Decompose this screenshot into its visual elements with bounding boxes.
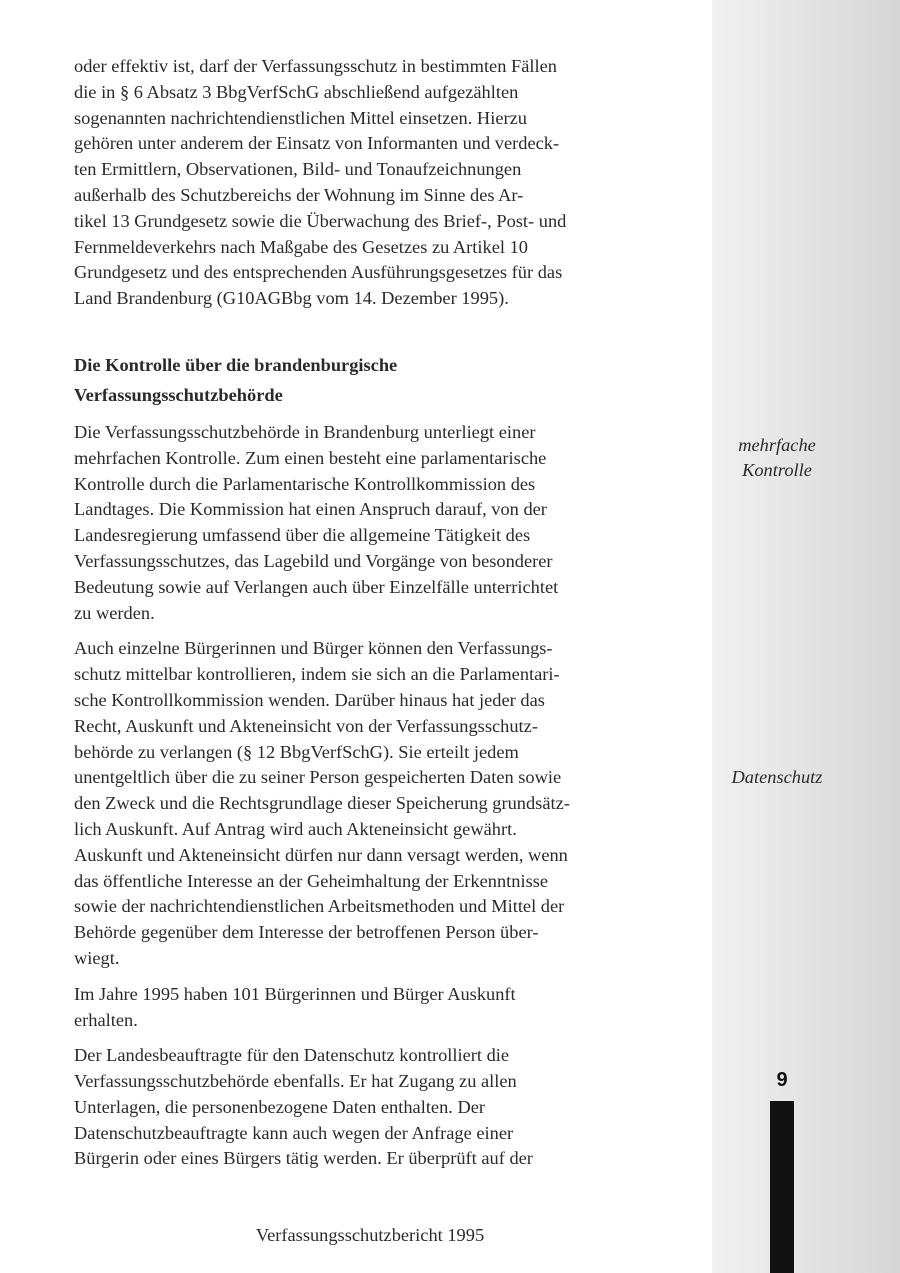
text-line: Landtages. Die Kommission hat einen Anspruch darauf, von der (74, 499, 547, 520)
text-line: Landesregierung umfassend über die allgemeine Tätigkeit des (74, 525, 531, 546)
text-line: Der Landesbeauftragte für den Datenschutz kontrolliert die (74, 1045, 510, 1066)
text-line: Kontrolle durch die Parlamentarische Kontrollkommission des (74, 473, 536, 494)
text-line: behörde zu verlangen (§ 12 BbgVerfSchG). Sie erteilt jedem (74, 741, 519, 762)
text-line: Behörde gegenüber dem Interesse der betroffenen Person über- (74, 922, 539, 943)
text-line: Auskunft und Akteneinsicht dürfen nur dann versagt werden, wenn (74, 844, 568, 865)
text-line: Bedeutung sowie auf Verlangen auch über Einzelfälle unterrichtet (74, 576, 559, 597)
paragraph-auskunft-1995 (74, 982, 674, 1034)
text-line: oder effektiv ist, darf der Verfassungsschutz in bestimmten Fällen (74, 56, 557, 76)
text-line: Fernmeldeverkehrs nach Maßgabe des Gesetzes zu Artikel 10 (74, 236, 528, 257)
text-line: Die Verfassungsschutzbehörde in Brandenburg unterliegt einer (74, 421, 536, 442)
margin-note-line: Kontrolle (742, 460, 812, 480)
text-line: schutz mittelbar kontrollieren, indem sie sich an die Parlamentari- (74, 664, 560, 685)
margin-note-datenschutz (712, 765, 842, 790)
text-line: gehören unter anderem der Einsatz von Informanten und verdeck- (74, 133, 560, 154)
margin-note-kontrolle (712, 433, 842, 483)
text-line: tikel 13 Grundgesetz sowie die Überwachung des Brief-, Post- und (74, 210, 567, 231)
paragraph-buerger (74, 636, 674, 971)
text-line: außerhalb des Schutzbereichs der Wohnung im Sinne des Ar- (74, 184, 524, 205)
text-line: erhalten. (74, 1009, 138, 1030)
text-line: sogenannten nachrichtendienstlichen Mittel einsetzen. Hierzu (74, 107, 527, 128)
text-line: das öffentliche Interesse an der Geheimhaltung der Erkenntnisse (74, 870, 549, 891)
text-line: Auch einzelne Bürgerinnen und Bürger können den Verfassungs- (74, 638, 553, 659)
text-line: den Zweck und die Rechtsgrundlage dieser Speicherung grundsätz- (74, 793, 570, 814)
text-line: die in § 6 Absatz 3 BbgVerfSchG abschließend aufgezählten (74, 81, 519, 102)
section-heading (74, 350, 674, 410)
heading-line: Die Kontrolle über die brandenburgische (74, 354, 398, 375)
text-line: Verfassungsschutzbehörde ebenfalls. Er hat Zugang zu allen (74, 1071, 517, 1092)
text-line: unentgeltlich über die zu seiner Person gespeicherten Daten sowie (74, 767, 562, 788)
page-thumb-index-bar (770, 1101, 794, 1273)
page-number: 9 (776, 1069, 788, 1091)
margin-note-line: mehrfache (738, 435, 816, 455)
text-line: Verfassungsschutzes, das Lagebild und Vorgänge von besonderer (74, 550, 553, 571)
page-footer: Verfassungsschutzbericht 1995 (255, 1225, 485, 1245)
page-margin-band (712, 0, 900, 1273)
text-line: wiegt. (74, 947, 120, 968)
margin-note-line: Datenschutz (731, 767, 823, 787)
paragraph-datenschutz (74, 1043, 674, 1172)
paragraph-kontrolle (74, 420, 674, 626)
text-line: Datenschutzbeauftragte kann auch wegen der Anfrage einer (74, 1122, 514, 1143)
text-line: zu werden. (74, 602, 155, 623)
text-line: Im Jahre 1995 haben 101 Bürgerinnen und Bürger Auskunft (74, 983, 516, 1004)
text-line: Unterlagen, die personenbezogene Daten enthalten. Der (74, 1096, 486, 1117)
text-line: mehrfachen Kontrolle. Zum einen besteht eine parlamentarische (74, 447, 547, 468)
heading-line: Verfassungsschutzbehörde (74, 384, 283, 405)
text-line: sowie der nachrichtendienstlichen Arbeitsmethoden und Mittel der (74, 896, 565, 917)
text-line: ten Ermittlern, Observationen, Bild- und Tonaufzeichnungen (74, 159, 522, 180)
text-line: Recht, Auskunft und Akteneinsicht von der Verfassungsschutz- (74, 715, 538, 736)
text-line: lich Auskunft. Auf Antrag wird auch Akteneinsicht gewährt. (74, 818, 517, 839)
intro-paragraph (74, 54, 674, 312)
text-line: sche Kontrollkommission wenden. Darüber hinaus hat jeder das (74, 689, 545, 710)
text-line: Land Brandenburg (G10AGBbg vom 14. Dezember 1995). (74, 288, 509, 309)
text-line: Bürgerin oder eines Bürgers tätig werden. Er überprüft auf der (74, 1148, 533, 1169)
main-text-column (74, 54, 674, 1182)
text-line: Grundgesetz und des entsprechenden Ausführungsgesetzes für das (74, 262, 563, 283)
